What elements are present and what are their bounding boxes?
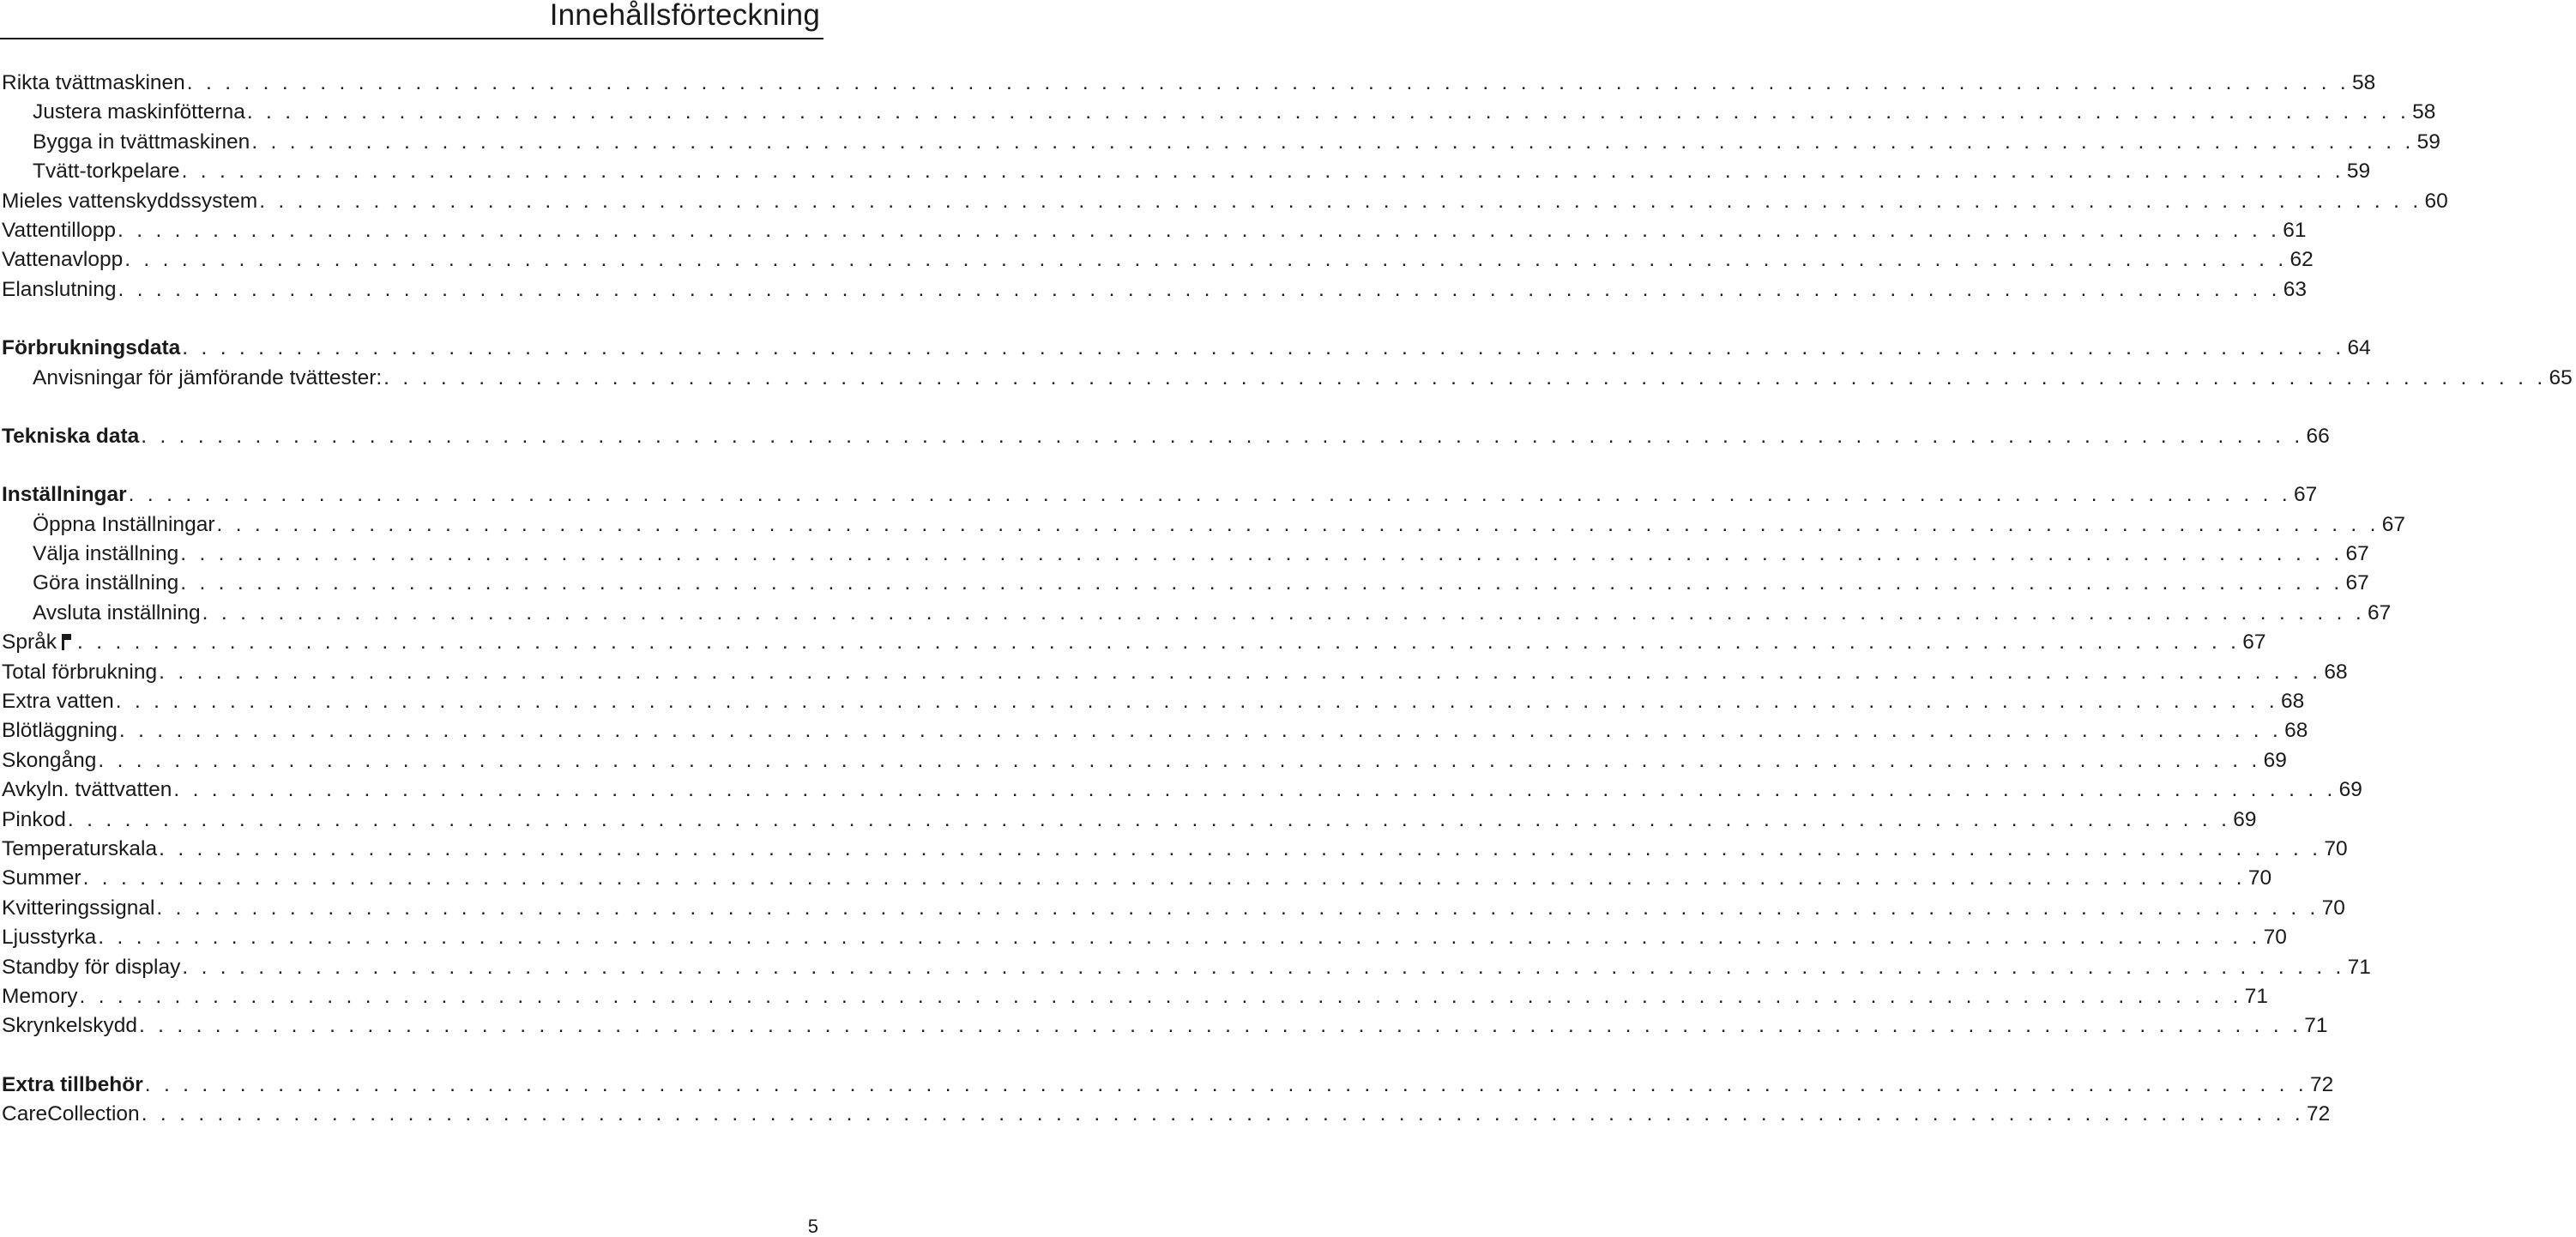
toc-entry[interactable] <box>0 982 2269 1011</box>
toc-entry[interactable] <box>0 364 2573 393</box>
toc-leader-dots: . . . . . . . . . . . . . . . . . . . . . . . . . . . . . . . . . . . . . . . . . . . . . . . . . . . . . . . . . . . . . . . . . . . . . . . . . . . . . . . . . . . . . . . . . . . . . . . . . . . . . . . . . . . . . . . . . . <box>115 690 2278 714</box>
toc-entry-page: 71 <box>2347 955 2371 979</box>
toc-section-heading[interactable] <box>0 422 2330 451</box>
toc-leader-dots: . . . . . . . . . . . . . . . . . . . . . . . . . . . . . . . . . . . . . . . . . . . . . . . . . . . . . . . . . . . . . . . . . . . . . . . . . . . . . . . . . . . . . . . . . . . . . . . . . . . . . . . . . . . . . . . . . . <box>118 277 2281 301</box>
toc-entry[interactable] <box>0 187 2448 216</box>
toc-entry-label: Avsluta inställning <box>0 599 201 628</box>
toc-entry[interactable] <box>0 569 2369 598</box>
toc-entry-page: 67 <box>2367 600 2392 625</box>
toc-entry-page: 70 <box>2324 836 2348 860</box>
toc-entry[interactable] <box>0 628 2266 657</box>
toc-entry[interactable] <box>0 716 2308 745</box>
toc-entry-page: 58 <box>2352 71 2376 94</box>
toc-leader-dots: . . . . . . . . . . . . . . . . . . . . . . . . . . . . . . . . . . . . . . . . . . . . . . . . . . . . . . . . . . . . . . . . . . . . . . . . . . . . . . . . . . . . . . . . . . . . . . . . . . . . . . . . . . . . . . . . . . <box>216 512 2380 536</box>
toc-entry-page: 70 <box>2321 896 2345 920</box>
toc-entry-page: 58 <box>2412 100 2436 124</box>
toc-entry[interactable] <box>0 746 2287 775</box>
toc-entry-label: Memory <box>0 982 77 1011</box>
toc-entry-page: 68 <box>2281 690 2305 714</box>
toc-leader-dots: . . . . . . . . . . . . . . . . . . . . . . . . . . . . . . . . . . . . . . . . . . . . . . . . . . . . . . . . . . . . . . . . . . . . . . . . . . . . . . . . . . . . . . . . . . . . . . . . . . . . . . . . . . . . . . . . . . <box>180 571 2344 595</box>
toc-entry[interactable] <box>0 599 2392 628</box>
toc-leader-dots: . . . . . . . . . . . . . . . . . . . . . . . . . . . . . . . . . . . . . . . . . . . . . . . . . . . . . . . . . . . . . . . . . . . . . . . . . . . . . . . . . . . . . . . . . . . . . . . . . . . . . . . . . . . . . . . . . . <box>67 807 2231 831</box>
toc-entry-label-with-icon <box>0 628 75 657</box>
toc-entry-label: Anvisningar för jämförande tvättester: <box>0 364 382 393</box>
toc-entry-label: Välja inställning <box>0 540 178 569</box>
toc-section-heading[interactable] <box>0 480 2318 510</box>
toc-entry-label: Skongång <box>0 746 96 775</box>
toc-leader-dots: . . . . . . . . . . . . . . . . . . . . . . . . . . . . . . . . . . . . . . . . . . . . . . . . . . . . . . . . . . . . . . . . . . . . . . . . . . . . . . . . . . . . . . . . . . . . . . . . . . . . . . . . . . . . . . . . . . <box>144 1072 2308 1096</box>
toc-entry-page: 70 <box>2247 866 2272 890</box>
toc-leader-dots: . . . . . . . . . . . . . . . . . . . . . . . . . . . . . . . . . . . . . . . . . . . . . . . . . . . . . . . . . . . . . . . . . . . . . . . . . . . . . . . . . . . . . . . . . . . . . . . . . . . . . . . . . . . . . . . . . . <box>98 926 2261 950</box>
toc-entry-page: 59 <box>2346 160 2371 184</box>
toc-leader-dots: . . . . . . . . . . . . . . . . . . . . . . . . . . . . . . . . . . . . . . . . . . . . . . . . . . . . . . . . . . . . . . . . . . . . . . . . . . . . . . . . . . . . . . . . . . . . . . . . . . . . . . . . . . . . . . . . . . <box>186 71 2350 94</box>
toc-entry-label: Rikta tvättmaskinen <box>0 69 185 98</box>
toc-entry-page: 62 <box>2289 248 2314 272</box>
toc-entry-page: 67 <box>2293 483 2318 507</box>
toc-leader-dots: . . . . . . . . . . . . . . . . . . . . . . . . . . . . . . . . . . . . . . . . . . . . . . . . . . . . . . . . . . . . . . . . . . . . . . . . . . . . . . . . . . . . . . . . . . . . . . . . . . . . . . . . . . . . . . . . . . <box>181 160 2344 184</box>
toc-entry-page: 67 <box>2381 512 2406 536</box>
toc-entry-label: Göra inställning <box>0 569 178 598</box>
toc-leader-dots: . . . . . . . . . . . . . . . . . . . . . . . . . . . . . . . . . . . . . . . . . . . . . . . . . . . . . . . . . . . . . . . . . . . . . . . . . . . . . . . . . . . . . . . . . . . . . . . . . . . . . . . . . . . . . . . . . . <box>77 631 2241 655</box>
toc-entry-label: CareCollection <box>0 1100 140 1129</box>
toc-leader-dots: . . . . . . . . . . . . . . . . . . . . . . . . . . . . . . . . . . . . . . . . . . . . . . . . . . . . . . . . . . . . . . . . . . . . . . . . . . . . . . . . . . . . . . . . . . . . . . . . . . . . . . . . . . . . . . . . . . <box>251 130 2415 154</box>
toc-leader-dots: . . . . . . . . . . . . . . . . . . . . . . . . . . . . . . . . . . . . . . . . . . . . . . . . . . . . . . . . . . . . . . . . . . . . . . . . . . . . . . . . . . . . . . . . . . . . . . . . . . . . . . . . . . . . . . . . . . <box>138 1014 2302 1038</box>
toc-entry[interactable] <box>0 1100 2331 1129</box>
toc-entry-label: Justera maskinfötterna <box>0 98 245 127</box>
toc-leader-dots: . . . . . . . . . . . . . . . . . . . . . . . . . . . . . . . . . . . . . . . . . . . . . . . . . . . . . . . . . . . . . . . . . . . . . . . . . . . . . . . . . . . . . . . . . . . . . . . . . . . . . . . . . . . . . . . . . . <box>159 660 2322 684</box>
toc-entry-page: 65 <box>2549 365 2573 389</box>
toc-entry-label: Temperaturskala <box>0 835 157 864</box>
toc-leader-dots: . . . . . . . . . . . . . . . . . . . . . . . . . . . . . . . . . . . . . . . . . . . . . . . . . . . . . . . . . . . . . . . . . . . . . . . . . . . . . . . . . . . . . . . . . . . . . . . . . . . . . . . . . . . . . . . . . . <box>128 483 2291 507</box>
toc-entry-page: 69 <box>2338 778 2362 802</box>
toc-leader-dots: . . . . . . . . . . . . . . . . . . . . . . . . . . . . . . . . . . . . . . . . . . . . . . . . . . . . . . . . . . . . . . . . . . . . . . . . . . . . . . . . . . . . . . . . . . . . . . . . . . . . . . . . . . . . . . . . . . <box>124 248 2288 272</box>
toc-entry-label: Inställningar <box>0 480 127 510</box>
toc-entry-label: Förbrukningsdata <box>0 334 180 363</box>
toc-entry[interactable] <box>0 157 2371 186</box>
toc-entry[interactable] <box>0 510 2406 540</box>
toc-entry-label: Mieles vattenskyddssystem <box>0 187 257 216</box>
page-header <box>0 0 823 39</box>
toc-entry[interactable] <box>0 658 2348 687</box>
toc-entry-page: 67 <box>2345 571 2369 595</box>
toc-leader-dots: . . . . . . . . . . . . . . . . . . . . . . . . . . . . . . . . . . . . . . . . . . . . . . . . . . . . . . . . . . . . . . . . . . . . . . . . . . . . . . . . . . . . . . . . . . . . . . . . . . . . . . . . . . . . . . . . . . <box>246 100 2410 124</box>
toc-leader-dots: . . . . . . . . . . . . . . . . . . . . . . . . . . . . . . . . . . . . . . . . . . . . . . . . . . . . . . . . . . . . . . . . . . . . . . . . . . . . . . . . . . . . . . . . . . . . . . . . . . . . . . . . . . . . . . . . . . <box>202 600 2365 625</box>
toc-leader-dots: . . . . . . . . . . . . . . . . . . . . . . . . . . . . . . . . . . . . . . . . . . . . . . . . . . . . . . . . . . . . . . . . . . . . . . . . . . . . . . . . . . . . . . . . . . . . . . . . . . . . . . . . . . . . . . . . . . <box>141 424 2304 448</box>
toc-entry-page: 72 <box>2310 1072 2334 1096</box>
toc-entry[interactable] <box>0 275 2308 305</box>
toc-entry-label: Vattenavlopp <box>0 245 123 275</box>
toc-entry-page: 68 <box>2284 719 2308 743</box>
toc-entry[interactable] <box>0 245 2314 275</box>
toc-entry[interactable] <box>0 953 2371 982</box>
toc-leader-dots: . . . . . . . . . . . . . . . . . . . . . . . . . . . . . . . . . . . . . . . . . . . . . . . . . . . . . . . . . . . . . . . . . . . . . . . . . . . . . . . . . . . . . . . . . . . . . . . . . . . . . . . . . . . . . . . . . . <box>141 1102 2304 1126</box>
toc-entry-label: Blötläggning <box>0 716 118 745</box>
toc-entry[interactable] <box>0 128 2440 157</box>
toc-entry-page: 64 <box>2347 336 2371 360</box>
toc-entry-label: Elanslutning <box>0 275 116 305</box>
toc-entry-label: Ljusstyrka <box>0 923 96 952</box>
toc-entry-label: Tekniska data <box>0 422 139 451</box>
toc-entry[interactable] <box>0 894 2345 923</box>
toc-entry-label: Summer <box>0 864 81 893</box>
toc-leader-dots: . . . . . . . . . . . . . . . . . . . . . . . . . . . . . . . . . . . . . . . . . . . . . . . . . . . . . . . . . . . . . . . . . . . . . . . . . . . . . . . . . . . . . . . . . . . . . . . . . . . . . . . . . . . . . . . . . . <box>259 189 2422 213</box>
toc-leader-dots: . . . . . . . . . . . . . . . . . . . . . . . . . . . . . . . . . . . . . . . . . . . . . . . . . . . . . . . . . . . . . . . . . . . . . . . . . . . . . . . . . . . . . . . . . . . . . . . . . . . . . . . . . . . . . . . . . . <box>82 866 2246 890</box>
toc-leader-dots: . . . . . . . . . . . . . . . . . . . . . . . . . . . . . . . . . . . . . . . . . . . . . . . . . . . . . . . . . . . . . . . . . . . . . . . . . . . . . . . . . . . . . . . . . . . . . . . . . . . . . . . . . . . . . . . . . . <box>180 542 2344 566</box>
toc-section-heading[interactable] <box>0 334 2371 363</box>
toc-entry-label: Öppna Inställningar <box>0 510 214 540</box>
flag-icon <box>60 633 75 650</box>
toc-entry-label: Total förbrukning <box>0 658 157 687</box>
toc-entry-label: Extra vatten <box>0 687 114 716</box>
toc-leader-dots: . . . . . . . . . . . . . . . . . . . . . . . . . . . . . . . . . . . . . . . . . . . . . . . . . . . . . . . . . . . . . . . . . . . . . . . . . . . . . . . . . . . . . . . . . . . . . . . . . . . . . . . . . . . . . . . . . . <box>173 778 2337 802</box>
toc-section-heading[interactable] <box>0 1071 2334 1100</box>
toc-entry[interactable] <box>0 775 2362 805</box>
toc-entry-label: Extra tillbehör <box>0 1071 143 1100</box>
toc-entry-label: Pinkod <box>0 806 66 835</box>
toc-leader-dots: . . . . . . . . . . . . . . . . . . . . . . . . . . . . . . . . . . . . . . . . . . . . . . . . . . . . . . . . . . . . . . . . . . . . . . . . . . . . . . . . . . . . . . . . . . . . . . . . . . . . . . . . . . . . . . . . . . <box>118 719 2283 743</box>
toc-entry[interactable] <box>0 864 2272 893</box>
toc-entry-page: 59 <box>2416 130 2440 154</box>
toc-entry-page: 71 <box>2244 984 2269 1008</box>
toc-entry-label: Språk <box>2 631 57 655</box>
toc-entry[interactable] <box>0 69 2376 98</box>
toc-entry-label: Kvitteringssignal <box>0 894 154 923</box>
toc-leader-dots: . . . . . . . . . . . . . . . . . . . . . . . . . . . . . . . . . . . . . . . . . . . . . . . . . . . . . . . . . . . . . . . . . . . . . . . . . . . . . . . . . . . . . . . . . . . . . . . . . . . . . . . . . . . . . . . . . . <box>156 896 2320 920</box>
toc-entry-label: Standby för display <box>0 953 180 982</box>
toc-entry[interactable] <box>0 923 2287 952</box>
toc-entry-label: Avkyln. tvättvatten <box>0 775 172 805</box>
toc-entry-page: 68 <box>2324 660 2348 684</box>
toc-entry[interactable] <box>0 687 2305 716</box>
toc-entry-page: 61 <box>2283 218 2307 242</box>
toc-entry-label: Bygga in tvättmaskinen <box>0 128 250 157</box>
toc-entry-label: Vattentillopp <box>0 216 116 245</box>
toc-leader-dots: . . . . . . . . . . . . . . . . . . . . . . . . . . . . . . . . . . . . . . . . . . . . . . . . . . . . . . . . . . . . . . . . . . . . . . . . . . . . . . . . . . . . . . . . . . . . . . . . . . . . . . . . . . . . . . . . . . <box>118 218 2281 242</box>
toc-leader-dots: . . . . . . . . . . . . . . . . . . . . . . . . . . . . . . . . . . . . . . . . . . . . . . . . . . . . . . . . . . . . . . . . . . . . . . . . . . . . . . . . . . . . . . . . . . . . . . . . . . . . . . . . . . . . . . . . . . <box>98 748 2261 772</box>
toc-entry-page: 69 <box>2263 748 2287 772</box>
toc-entry[interactable] <box>0 98 2436 127</box>
header-divider <box>0 38 823 39</box>
toc-entry-page: 69 <box>2233 807 2257 831</box>
page-number: 5 <box>807 1216 818 1237</box>
toc-leader-dots: . . . . . . . . . . . . . . . . . . . . . . . . . . . . . . . . . . . . . . . . . . . . . . . . . . . . . . . . . . . . . . . . . . . . . . . . . . . . . . . . . . . . . . . . . . . . . . . . . . . . . . . . . . . . . . . . . . <box>383 365 2547 389</box>
toc-entry-page: 66 <box>2306 424 2330 448</box>
toc-entry[interactable] <box>0 540 2369 569</box>
toc-leader-dots: . . . . . . . . . . . . . . . . . . . . . . . . . . . . . . . . . . . . . . . . . . . . . . . . . . . . . . . . . . . . . . . . . . . . . . . . . . . . . . . . . . . . . . . . . . . . . . . . . . . . . . . . . . . . . . . . . . <box>182 336 2345 360</box>
toc-entry[interactable] <box>0 806 2257 835</box>
toc-entry-page: 70 <box>2263 926 2287 950</box>
toc-entry[interactable] <box>0 1011 2328 1041</box>
toc-leader-dots: . . . . . . . . . . . . . . . . . . . . . . . . . . . . . . . . . . . . . . . . . . . . . . . . . . . . . . . . . . . . . . . . . . . . . . . . . . . . . . . . . . . . . . . . . . . . . . . . . . . . . . . . . . . . . . . . . . <box>79 984 2242 1008</box>
page-title: Innehållsförteckning <box>549 0 820 32</box>
toc-entry-page: 67 <box>2242 631 2266 655</box>
toc-leader-dots: . . . . . . . . . . . . . . . . . . . . . . . . . . . . . . . . . . . . . . . . . . . . . . . . . . . . . . . . . . . . . . . . . . . . . . . . . . . . . . . . . . . . . . . . . . . . . . . . . . . . . . . . . . . . . . . . . . <box>182 955 2345 979</box>
table-of-contents <box>0 69 2573 1130</box>
toc-entry-page: 63 <box>2283 277 2308 301</box>
toc-entry-page: 71 <box>2304 1014 2328 1038</box>
toc-entry-label: Skrynkelskydd <box>0 1011 137 1041</box>
toc-entry-page: 67 <box>2345 542 2369 566</box>
toc-entry[interactable] <box>0 216 2307 245</box>
toc-entry-label: Tvätt-torkpelare <box>0 157 180 186</box>
toc-entry-page: 60 <box>2424 189 2448 213</box>
toc-leader-dots: . . . . . . . . . . . . . . . . . . . . . . . . . . . . . . . . . . . . . . . . . . . . . . . . . . . . . . . . . . . . . . . . . . . . . . . . . . . . . . . . . . . . . . . . . . . . . . . . . . . . . . . . . . . . . . . . . . <box>159 836 2322 860</box>
toc-entry-page: 72 <box>2306 1102 2331 1126</box>
toc-entry[interactable] <box>0 835 2348 864</box>
